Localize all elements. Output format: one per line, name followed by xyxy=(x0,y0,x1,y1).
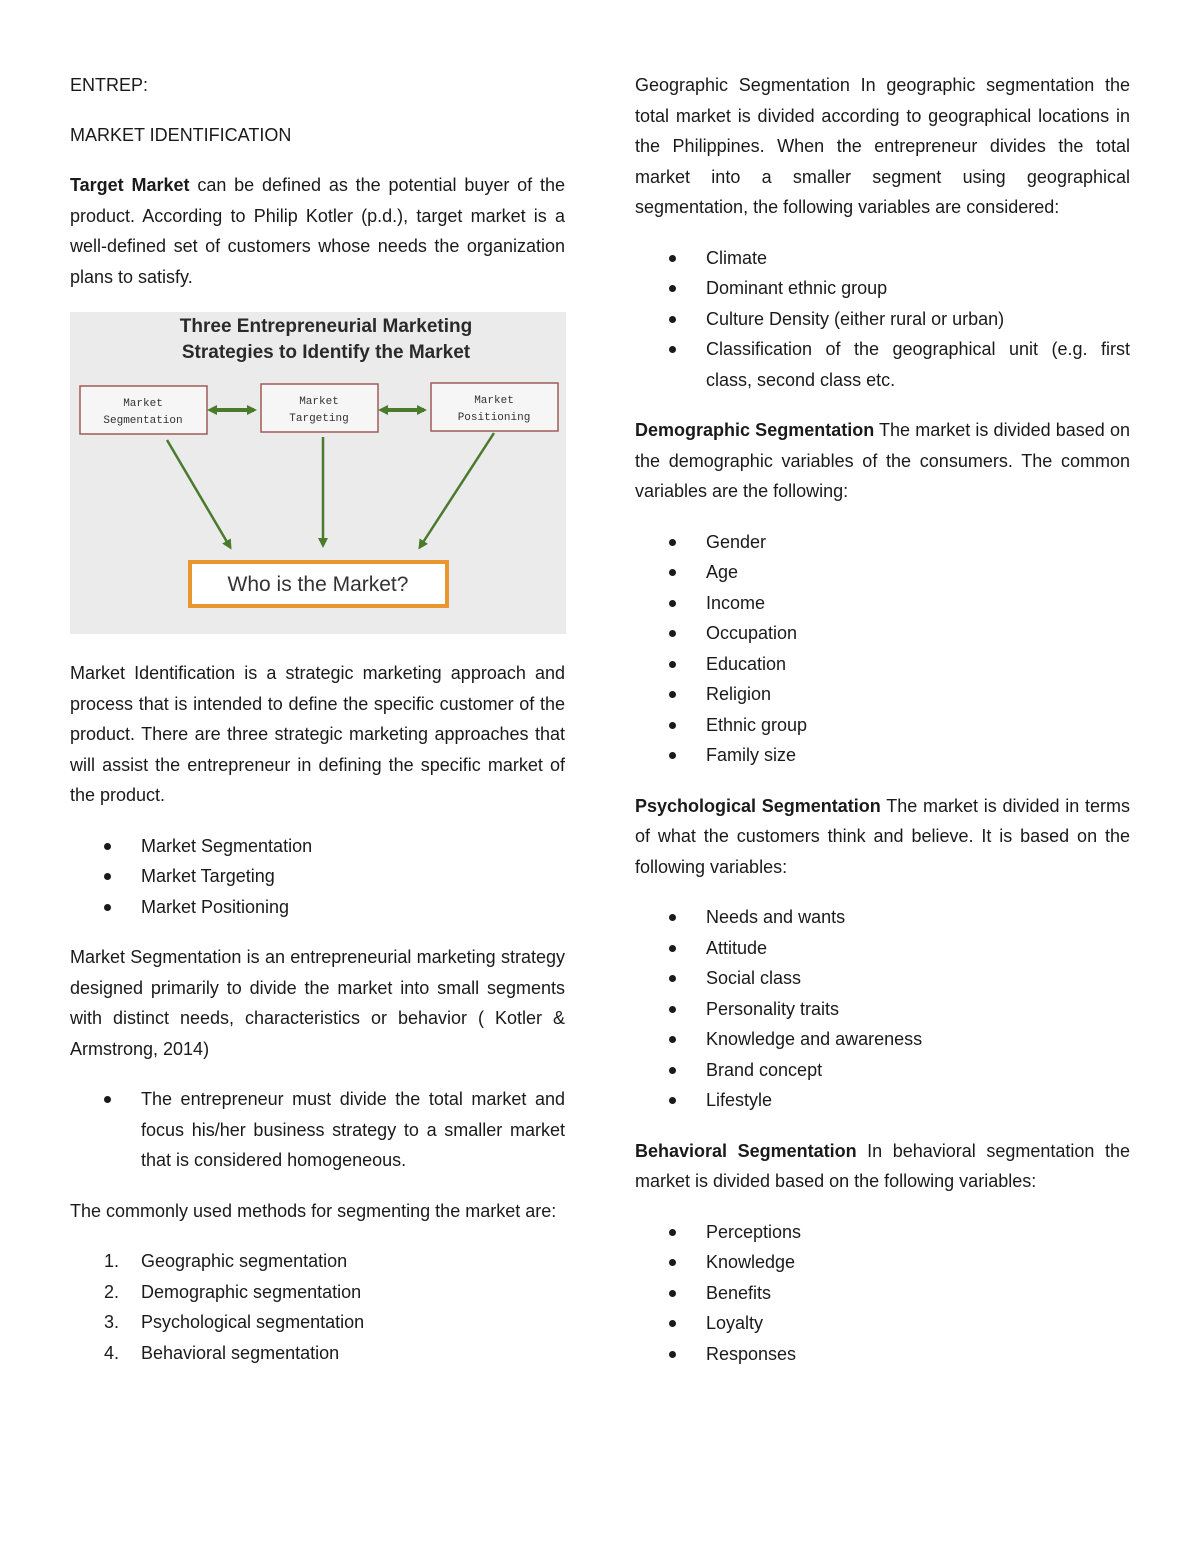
target-market-paragraph xyxy=(70,170,565,292)
box-targeting-line1: Market xyxy=(299,396,339,408)
list-item: Market Positioning xyxy=(70,892,565,923)
list-item: Knowledge xyxy=(635,1247,1130,1278)
list-item: Dominant ethnic group xyxy=(635,273,1130,304)
demographic-term: Demographic Segmentation xyxy=(635,420,875,440)
behavioral-term: Behavioral Segmentation xyxy=(635,1140,857,1161)
box-segmentation-line1: Market xyxy=(123,398,163,410)
geographic-list xyxy=(635,243,1130,396)
list-item xyxy=(70,1277,565,1308)
list-item: Attitude xyxy=(635,933,1130,964)
methods-intro: The commonly used methods for segmenting the market are: xyxy=(70,1200,557,1221)
strategies-diagram xyxy=(70,312,566,634)
list-item: Perceptions xyxy=(635,1217,1130,1248)
box-segmentation-line2: Segmentation xyxy=(103,415,183,427)
behavioral-text: In behavioral segmentation the market is divided based on the following variables: xyxy=(635,1140,1130,1191)
list-item: Culture Density (either rural or urban) xyxy=(635,304,1130,335)
diagram-title-line2: Strategies to Identify the Market xyxy=(181,342,471,363)
list-item: Family size xyxy=(635,740,1130,771)
diagram-svg xyxy=(70,312,566,634)
list-label: Behavioral segmentation xyxy=(141,1342,340,1363)
psychological-list xyxy=(635,902,1130,1116)
psychological-term: Psychological Segmentation xyxy=(635,795,881,816)
box-positioning-line2: Positioning xyxy=(457,412,531,424)
list-item xyxy=(70,1246,565,1277)
list-item: Brand concept xyxy=(635,1055,1130,1086)
list-item: Gender xyxy=(635,527,1130,558)
list-item: Classification of the geographical unit (e.g. first class, second class etc. xyxy=(635,334,1130,395)
demographic-paragraph xyxy=(635,415,1130,507)
target-market-text: can be defined as the potential buyer of the product. According to Philip Kotler (p.d.), target market is a well-defined set of customers whose needs the organization plans to satisfy. xyxy=(70,175,565,287)
psychological-paragraph xyxy=(635,791,1130,883)
list-item: Benefits xyxy=(635,1278,1130,1309)
psychological-text: The market is divided in terms of what the customers think and believe. It is based on the following variables: xyxy=(635,795,1130,877)
list-label: Psychological segmentation xyxy=(141,1312,365,1332)
list-item: Ethnic group xyxy=(635,710,1130,741)
list-item: Religion xyxy=(635,679,1130,710)
market-identification-paragraph: Market Identification is a strategic marketing approach and process that is intended to define the specific customer of the product. There are three strategic marketing approaches that will assist the entrepreneur in defining the specific market of the product. xyxy=(70,663,565,805)
demographic-text: The market is divided based on the demographic variables of the consumers. The common variables are the following: xyxy=(635,420,1130,501)
list-item: Social class xyxy=(635,963,1130,994)
list-item: Occupation xyxy=(635,618,1130,649)
list-item: Education xyxy=(635,649,1130,680)
list-number: 4. xyxy=(104,1342,120,1363)
approaches-list xyxy=(70,831,565,923)
target-market-term: Target Market xyxy=(70,175,190,195)
doc-subheading: MARKET IDENTIFICATION xyxy=(70,124,292,145)
list-item: The entrepreneur must divide the total market and focus his/her business strategy to a smaller market that is considered homogeneous. xyxy=(70,1084,565,1176)
result-label: Who is the Market? xyxy=(227,573,409,596)
list-item: Needs and wants xyxy=(635,902,1130,933)
list-item: Income xyxy=(635,588,1130,619)
diagram-title-line1: Three Entrepreneurial Marketing xyxy=(179,316,473,337)
list-item: Responses xyxy=(635,1339,1130,1370)
behavioral-paragraph xyxy=(635,1136,1130,1197)
list-number: 2. xyxy=(104,1281,120,1302)
segmentation-paragraph: Market Segmentation is an entrepreneurial marketing strategy designed primarily to divide the market into small segments with distinct needs, characteristics or behavior ( Kotler & Armstrong, 2014) xyxy=(70,947,565,1059)
geographic-paragraph: Geographic Segmentation In geographic segmentation the total market is divided according to geographical locations in the Philippines. When the entrepreneur divides the total market into a smaller segment using geographical segmentation, the following variables are considered: xyxy=(635,75,1130,217)
doc-heading: ENTREP: xyxy=(70,75,149,95)
behavioral-list xyxy=(635,1217,1130,1370)
arrow-pos-result xyxy=(420,433,494,547)
list-item: Market Segmentation xyxy=(70,831,565,862)
list-item xyxy=(70,1307,565,1338)
list-item: Climate xyxy=(635,243,1130,274)
list-item: Personality traits xyxy=(635,994,1130,1025)
list-item: Loyalty xyxy=(635,1308,1130,1339)
demographic-list xyxy=(635,527,1130,771)
list-number: 1. xyxy=(104,1251,120,1271)
list-item: Lifestyle xyxy=(635,1085,1130,1116)
box-targeting-line2: Targeting xyxy=(289,413,349,425)
left-column xyxy=(70,70,565,1368)
list-label: Demographic segmentation xyxy=(141,1281,362,1302)
list-label: Geographic segmentation xyxy=(141,1251,348,1271)
methods-list xyxy=(70,1246,565,1368)
arrow-seg-result xyxy=(167,440,230,547)
list-number: 3. xyxy=(104,1312,120,1332)
segmentation-bullets xyxy=(70,1084,565,1176)
list-item: Age xyxy=(635,557,1130,588)
box-positioning-line1: Market xyxy=(474,395,514,407)
list-item xyxy=(70,1338,565,1369)
list-item: Knowledge and awareness xyxy=(635,1024,1130,1055)
list-item: Market Targeting xyxy=(70,861,565,892)
right-column xyxy=(635,70,1130,1369)
